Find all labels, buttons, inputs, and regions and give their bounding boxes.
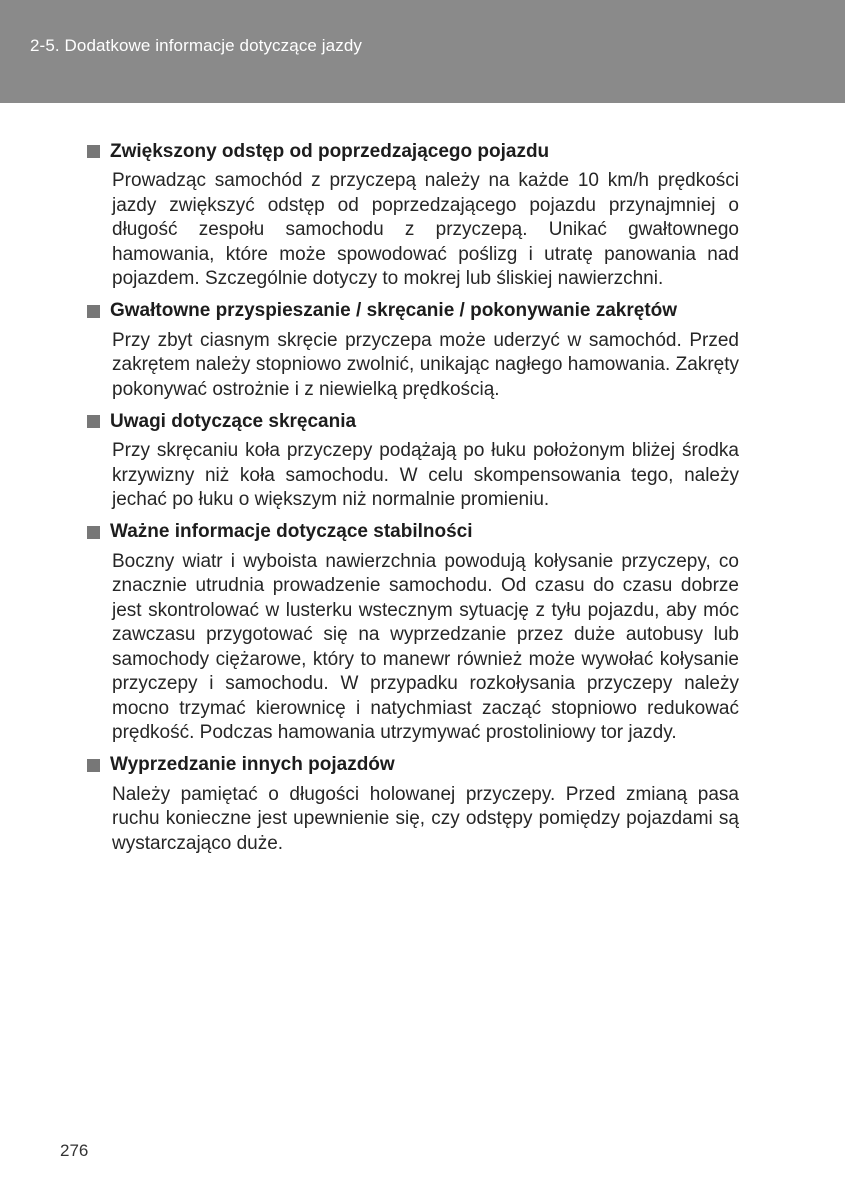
square-bullet-icon xyxy=(87,145,100,158)
section-heading xyxy=(87,138,739,165)
section-acceleration-turning xyxy=(87,298,739,403)
section-body-text: Przy skręcaniu koła przyczepy podążają po łuku położonym bliżej środka krzywizny niż koła samochodu. W celu skompensowania tego, należy jechać po łuku o większym niż normalnie promieniu. xyxy=(112,440,739,510)
section-stability-info xyxy=(87,519,739,746)
square-bullet-icon xyxy=(87,305,100,318)
section-heading xyxy=(87,519,739,546)
section-body-text: Przy zbyt ciasnym skręcie przyczepa może uderzyć w samochód. Przed zakrętem należy stopniowo zwolnić, unikając nagłego hamowania. Zakręty pokonywać ostrożnie i z niewielką prędkością. xyxy=(112,329,739,400)
section-heading xyxy=(87,298,739,325)
section-heading-text: Uwagi dotyczące skręcania xyxy=(110,410,357,432)
section-body-text: Należy pamiętać o długości holowanej przyczepy. Przed zmianą pasa ruchu konieczne jest upewnienie się, czy odstępy pomiędzy pojazdami są wystarczająco duże. xyxy=(112,783,739,854)
section-turning-notes xyxy=(87,408,739,513)
section-heading-text: Gwałtowne przyspieszanie / skręcanie / pokonywanie zakrętów xyxy=(110,300,678,321)
square-bullet-icon xyxy=(87,415,100,428)
section-overtaking xyxy=(87,752,739,857)
section-heading-text: Zwiększony odstęp od poprzedzającego pojazdu xyxy=(110,140,550,162)
square-bullet-icon xyxy=(87,759,100,772)
section-body-text: Boczny wiatr i wyboista nawierzchnia powodują kołysanie przyczepy, co znacznie utrudnia prowadzenie samochodu. Od czasu do czasu dobrze jest skontrolować w lusterku wstecznym sytuację z tyłu pojazdu, aby móc zawczasu przygotować się na wyprzedzanie przez duże autobusy lub samochody ciężarowe, który to manewr również może wywołać kołysanie przyczepy i samochodu. W przypadku rozkołysania przyczepy należy mocno trzymać kierownicę i natychmiast zacząć stopniowo redukować prędkość. Podczas hamowania utrzymywać prostoliniowy tor jazdy. xyxy=(112,550,739,743)
page-number: 276 xyxy=(60,1141,89,1160)
chapter-title: 2-5. Dodatkowe informacje dotyczące jazdy xyxy=(30,36,362,55)
square-bullet-icon xyxy=(87,526,100,539)
section-body-text: Prowadząc samochód z przyczepą należy na każde 10 km/h prędkości jazdy zwiększyć odstęp od poprzedzającego pojazdu przynajmniej o długość zespołu samochodu z przyczepą. Unikać gwałtownego hamowania, które może spowodować poślizg i utratę panowania nad pojazdem. Szczególnie dotyczy to mokrej lub śliskiej nawierzchni. xyxy=(112,170,739,289)
chapter-header-bar xyxy=(0,0,845,103)
page-content xyxy=(87,138,739,862)
section-heading xyxy=(87,408,739,435)
section-heading-text: Ważne informacje dotyczące stabilności xyxy=(110,521,473,542)
section-heading-text: Wyprzedzanie innych pojazdów xyxy=(110,754,395,775)
section-heading xyxy=(87,752,739,779)
section-following-distance xyxy=(87,138,739,292)
